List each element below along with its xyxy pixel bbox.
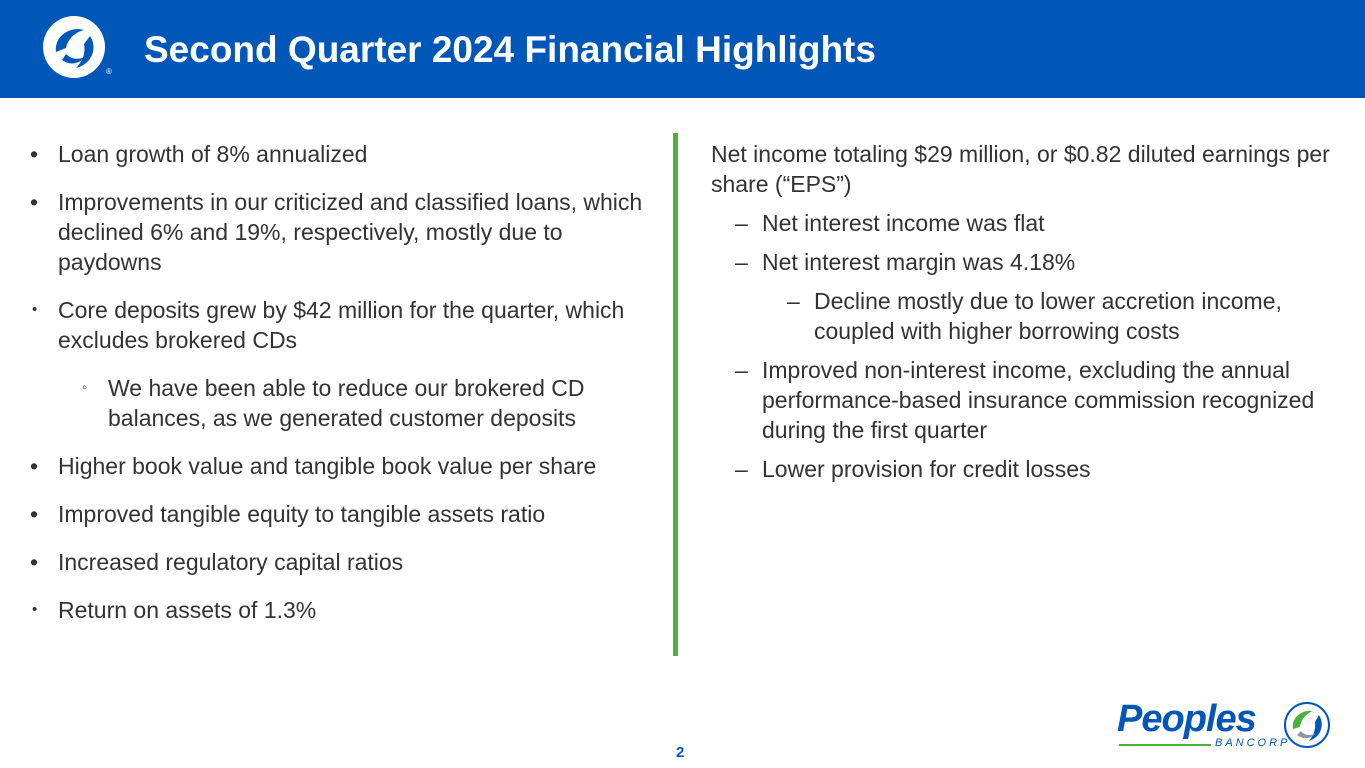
- dash-icon: –: [735, 210, 748, 236]
- list-item: [711, 247, 1361, 277]
- list-item: [711, 208, 1361, 238]
- list-item: [30, 139, 670, 169]
- dash-icon: –: [735, 456, 748, 482]
- dash-icon: –: [735, 357, 748, 383]
- brand-subtitle: BANCORP: [1215, 737, 1291, 749]
- list-item-sub: [711, 286, 1361, 346]
- list-item-text: Net interest income was flat: [762, 210, 1045, 236]
- list-item-text: Core deposits grew by $42 million for the quarter, which excludes brokered CDs: [58, 297, 625, 353]
- bullet-icon: •: [30, 141, 39, 167]
- peoples-logo-color-icon: [1283, 699, 1331, 751]
- list-item: [30, 595, 670, 625]
- list-item: [711, 454, 1361, 484]
- left-column: [30, 139, 670, 643]
- list-item: [30, 547, 670, 577]
- right-intro: [711, 139, 1361, 199]
- right-column: [711, 139, 1361, 493]
- list-item-sub: [82, 373, 670, 433]
- list-item-text: Improved tangible equity to tangible assets ratio: [58, 501, 546, 527]
- list-item: [711, 355, 1361, 445]
- bullet-icon: •: [32, 601, 38, 618]
- list-item-text: Lower provision for credit losses: [762, 456, 1091, 482]
- bullet-icon: •: [30, 189, 39, 215]
- svg-text:®: ®: [106, 67, 112, 76]
- dash-icon: –: [735, 249, 748, 275]
- bullet-icon: •: [30, 549, 39, 575]
- list-item-text: Higher book value and tangible book value per share: [58, 453, 597, 479]
- list-item-text: Decline mostly due to lower accretion income, coupled with higher borrowing costs: [814, 288, 1282, 344]
- brand-logo: [1115, 699, 1335, 755]
- bullet-icon: •: [30, 501, 39, 527]
- page-number: 2: [676, 744, 685, 761]
- bullet-icon: •: [30, 453, 39, 479]
- brand-underline: [1119, 744, 1211, 746]
- list-item: [30, 499, 670, 529]
- list-item-text: We have been able to reduce our brokered CD balances, as we generated customer deposits: [108, 375, 585, 431]
- bullet-icon: •: [32, 301, 38, 318]
- list-item: [30, 295, 670, 355]
- list-item-text: Improved non-interest income, excluding the annual performance-based insurance commission recognized during the first quarter: [762, 357, 1315, 443]
- list-item-text: Increased regulatory capital ratios: [58, 549, 404, 575]
- list-item-text: Return on assets of 1.3%: [58, 597, 317, 623]
- dash-icon: –: [787, 288, 800, 314]
- list-item-text: Loan growth of 8% annualized: [58, 141, 368, 167]
- list-item-text: Net interest margin was 4.18%: [762, 249, 1076, 275]
- intro-text: Net income totaling $29 million, or $0.82 diluted earnings per share (“EPS”): [711, 141, 1330, 197]
- brand-name: Peoples: [1117, 698, 1256, 740]
- header-bar: [0, 0, 1365, 98]
- list-item-text: Improvements in our criticized and classified loans, which declined 6% and 19%, respectively, mostly due to paydowns: [58, 189, 643, 275]
- page-title: Second Quarter 2024 Financial Highlights: [144, 29, 876, 70]
- hollow-bullet-icon: ◦: [82, 379, 88, 396]
- column-divider: [673, 133, 678, 656]
- peoples-logo-icon: [40, 14, 114, 80]
- list-item: [30, 187, 670, 277]
- list-item: [30, 451, 670, 481]
